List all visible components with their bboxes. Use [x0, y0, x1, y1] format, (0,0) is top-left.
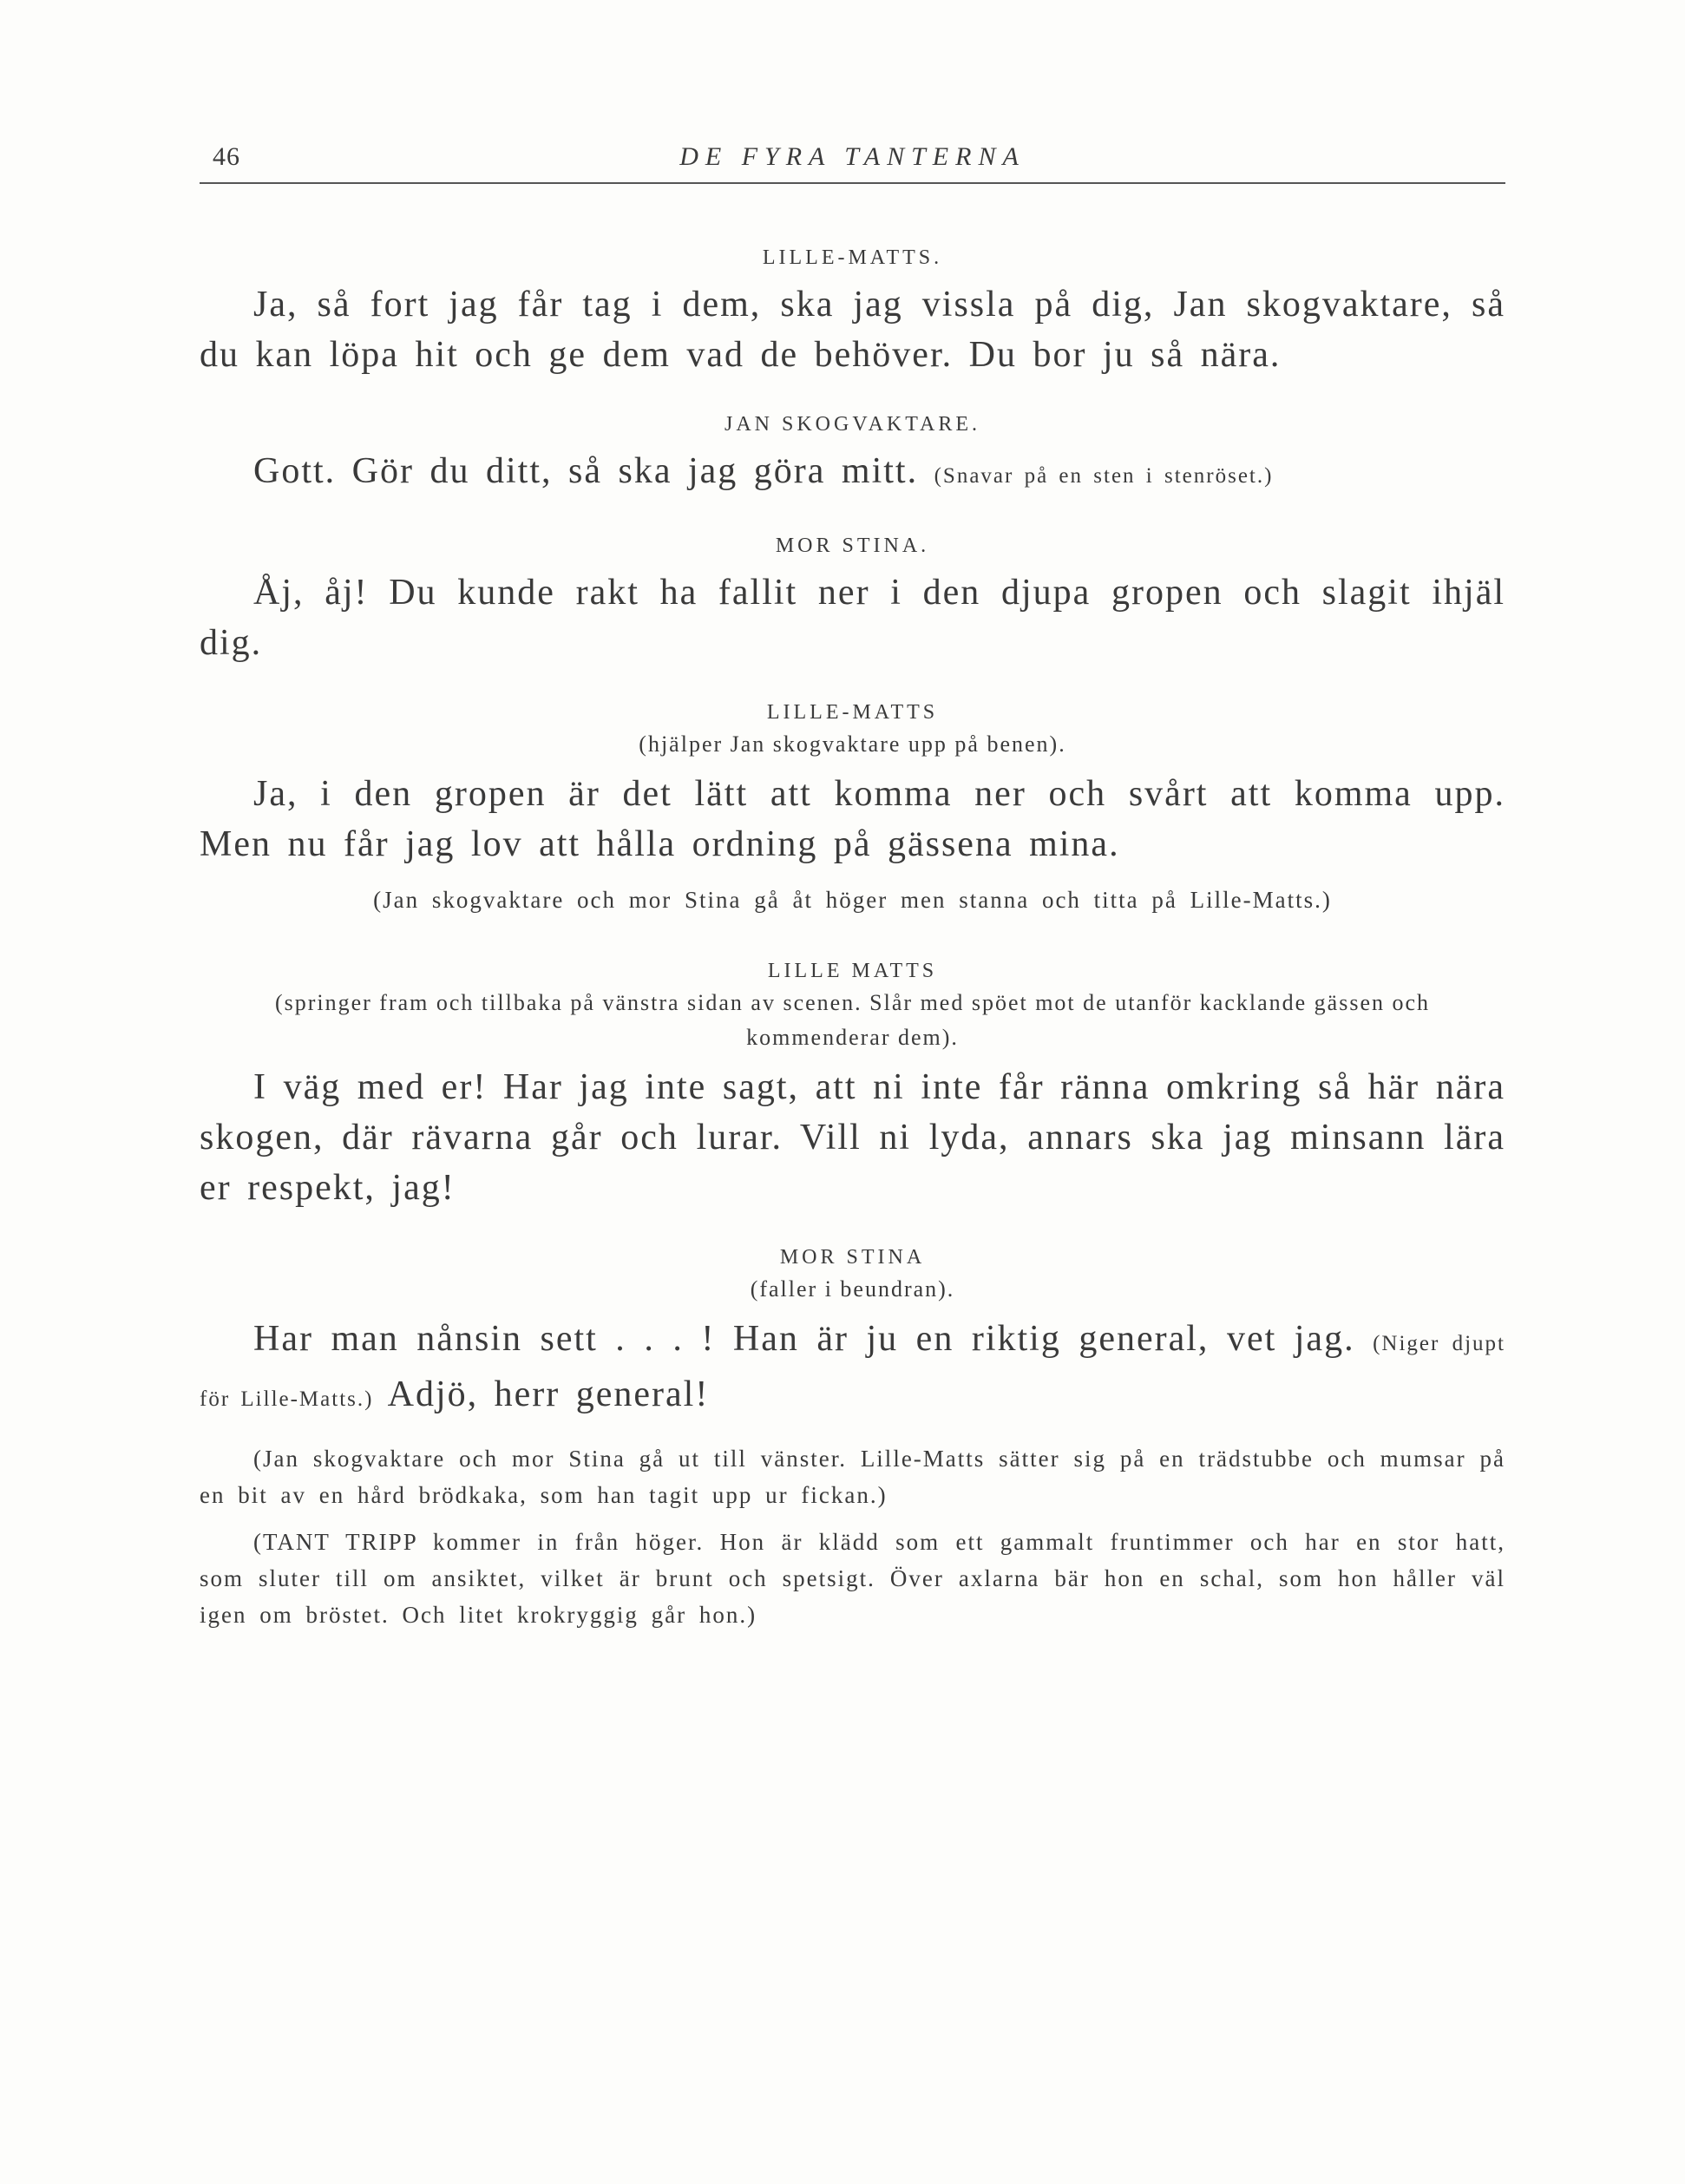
header-rule — [200, 182, 1505, 184]
speech-text: Har man nånsin sett . . . ! Han är ju en riktig general, vet jag. — [253, 1319, 1355, 1359]
speech-with-direction — [200, 446, 1505, 502]
inline-stage-direction: (Niger djupt för Lille-Matts.) — [200, 1332, 1505, 1411]
running-head — [200, 130, 1505, 182]
speech-text: Ja, så fort jag får tag i dem, ska jag vissla på dig, Jan skogvaktare, så du kan löpa hit och ge dem vad de behöver. Du bor ju så nära. — [200, 285, 1505, 375]
speech-text: I väg med er! Har jag inte sagt, att ni inte får ränna omkring så här nära skogen, där rävarna går och lurar. Vill ni lyda, annars ska jag minsann lära er respekt, jag! — [200, 1067, 1505, 1208]
speech-text: Gott. Gör du ditt, så ska jag göra mitt. — [253, 451, 919, 491]
speaker-name: LILLE-MATTS — [766, 701, 939, 724]
speaker-direction: (hjälper Jan skogvaktare upp på benen). — [639, 731, 1066, 757]
stage-direction: (TANT TRIPP kommer in från höger. Hon är klädd som ett gammalt fruntimmer och har en stor hatt, som sluter till om ansiktet, vilket är brunt och spetsigt. Över axlarna bär hon en schal, som hon håller väl igen om bröstet. Och litet krokryggig går hon.) — [200, 1529, 1505, 1628]
speaker-name: JAN SKOGVAKTARE. — [724, 413, 980, 436]
page-number: 46 — [213, 142, 240, 171]
speaker-direction: (faller i beundran). — [750, 1276, 955, 1302]
book-page — [200, 130, 1505, 1633]
speaker-name: MOR STINA — [779, 1246, 926, 1269]
speech-text: Åj, åj! Du kunde rakt ha fallit ner i den djupa gropen och slagit ihjäl dig. — [200, 573, 1505, 663]
stage-direction: (Jan skogvaktare och mor Stina gå ut till vänster. Lille-Matts sätter sig på en trädstubbe och mumsar på en bit av en hård brödkaka, som han tagit upp ur fickan.) — [200, 1446, 1505, 1508]
stage-direction: (Jan skogvaktare och mor Stina gå åt höger men stanna och titta på Lille-Matts.) — [373, 887, 1332, 913]
speaker-name: LILLE MATTS — [767, 960, 938, 982]
speaker-name: MOR STINA. — [775, 535, 930, 557]
inline-stage-direction: (Snavar på en sten i stenröset.) — [934, 464, 1274, 488]
running-title: DE FYRA TANTERNA — [679, 142, 1026, 171]
speaker-direction: (springer fram och tillbaka på vänstra sidan av scenen. Slår med spöet mot de utanför kacklande gässen och kommenderar dem). — [274, 990, 1431, 1050]
speaker-name: LILLE-MATTS. — [762, 246, 943, 269]
speech-text: Ja, i den gropen är det lätt att komma ner och svårt att komma upp. Men nu får jag lov att hålla ordning på gässena mina. — [200, 774, 1505, 864]
speech-text: Adjö, herr general! — [387, 1374, 710, 1414]
speech-with-direction — [200, 1314, 1505, 1425]
